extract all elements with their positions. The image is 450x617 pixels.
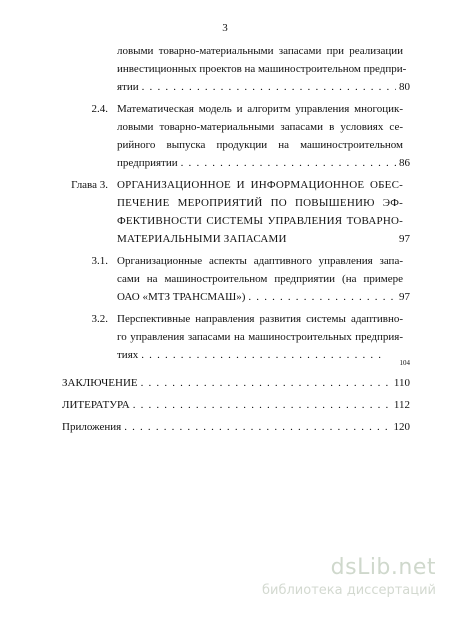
toc-entry-2-4-line-2: ловыми товарно-материальными запасами в условиях се-	[117, 121, 403, 133]
toc-entry-2-4-page: 86	[399, 157, 410, 169]
toc-entry-3-2-line-3	[117, 348, 385, 362]
toc-literature-label: ЛИТЕРАТУРА	[62, 399, 130, 411]
toc-chapter-3-number: Глава 3.	[71, 179, 108, 191]
toc-appendices-page: 120	[393, 421, 410, 433]
toc-entry-3-1-line-2: сами на машиностроительном предприятии (на примере	[117, 273, 403, 285]
toc-literature	[62, 398, 394, 412]
toc-cont-line-1: ловыми товарно-материальными запасами при реализации	[117, 45, 403, 57]
toc-entry-2-4-line-4-text: предприятии	[117, 157, 178, 169]
toc-entry-3-2-page: 104	[399, 359, 410, 367]
toc-entry-2-4-line-4	[117, 156, 399, 170]
toc-conclusion-label: ЗАКЛЮЧЕНИЕ	[62, 377, 138, 389]
toc-cont-line-3-text: ятии	[117, 81, 139, 93]
dot-leader	[181, 156, 396, 170]
toc-entry-2-4-line-1: Математическая модель и алгоритм управления многоцик-	[117, 103, 403, 115]
toc-entry-3-2-number: 3.2.	[91, 313, 108, 325]
toc-entry-3-1-line-1: Организационные аспекты адаптивного управления запа-	[117, 255, 403, 267]
dot-leader	[133, 398, 391, 412]
watermark	[226, 555, 436, 605]
toc-chapter-3-line-4: МАТЕРИАЛЬНЫМИ ЗАПАСАМИ	[117, 233, 287, 245]
toc-appendices	[62, 420, 394, 434]
toc-conclusion-page: 110	[393, 377, 410, 389]
watermark-subtitle: библиотека диссертаций	[262, 583, 436, 598]
toc-entry-3-1-line-3-text: ОАО «МТЗ ТРАНСМАШ»)	[117, 291, 246, 303]
watermark-logo: dsLib.net	[330, 555, 436, 580]
toc-conclusion	[62, 376, 394, 390]
toc-entry-3-1-line-3	[117, 290, 399, 304]
toc-chapter-3-line-2: ПЕЧЕНИЕ МЕРОПРИЯТИЙ ПО ПОВЫШЕНИЮ ЭФ-	[117, 197, 403, 209]
dot-leader	[141, 348, 382, 362]
dot-leader	[141, 376, 391, 390]
toc-entry-3-1-page: 97	[399, 291, 410, 303]
toc-appendices-label: Приложения	[62, 421, 122, 433]
toc-cont-line-3	[117, 80, 399, 94]
toc-entry-3-1-number: 3.1.	[91, 255, 108, 267]
toc-entry-2-4-number: 2.4.	[91, 103, 108, 115]
toc-chapter-3-page: 97	[399, 233, 410, 245]
toc-chapter-3-line-1: ОРГАНИЗАЦИОННОЕ И ИНФОРМАЦИОННОЕ ОБЕС-	[117, 179, 403, 191]
dot-leader	[142, 80, 396, 94]
toc-entry-3-2-line-1: Перспективные направления развития системы адаптивно-	[117, 313, 403, 325]
toc-entry-3-2-line-2: го управления запасами на машиностроительных предприя-	[117, 331, 403, 343]
toc-chapter-3-line-3: ФЕКТИВНОСТИ СИСТЕМЫ УПРАВЛЕНИЯ ТОВАРНО-	[117, 215, 403, 227]
toc-cont-line-2: инвестиционных проектов на машиностроительном предпри-	[117, 63, 407, 75]
dot-leader	[248, 290, 396, 304]
page-number: 3	[222, 22, 228, 34]
dot-leader	[124, 420, 391, 434]
toc-entry-3-2-line-3-text: тиях	[117, 349, 139, 361]
toc-entry-2-4-line-3: рийного выпуска продукции на машиностроительном	[117, 139, 403, 151]
toc-literature-page: 112	[393, 399, 410, 411]
toc-cont-page: 80	[399, 81, 410, 93]
